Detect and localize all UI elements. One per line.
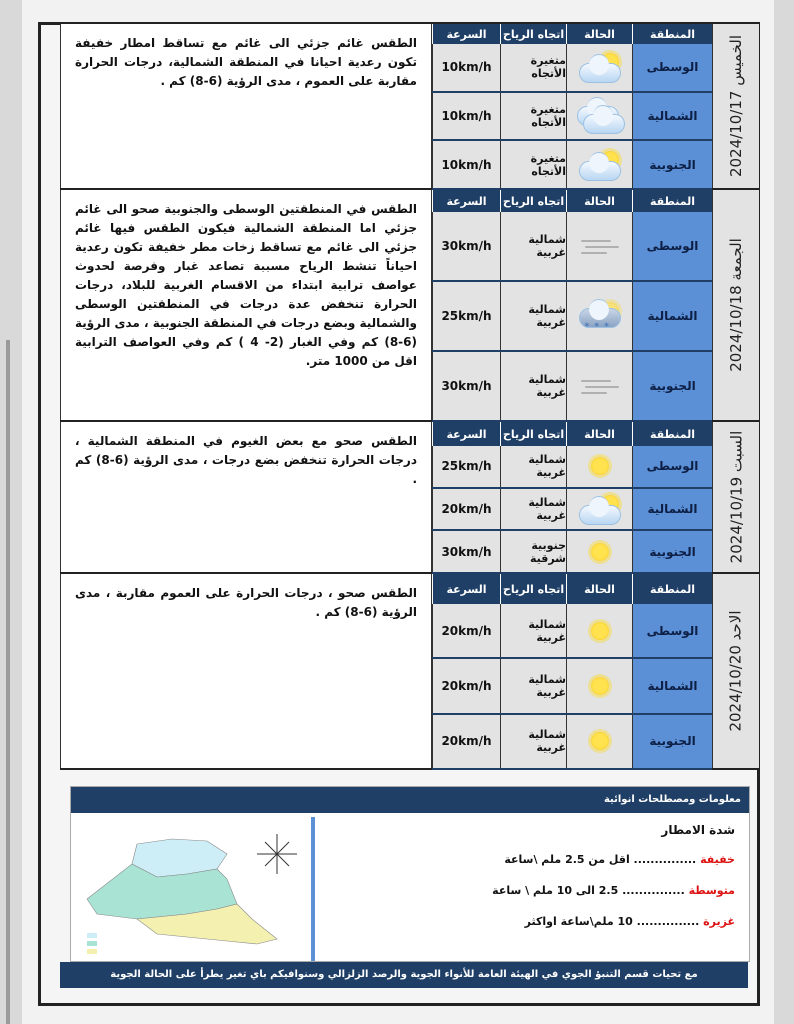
day-block [60, 574, 758, 770]
condition-cell [566, 212, 632, 280]
day-description: الطقس صحو ، درجات الحرارة على العموم مقاربة ، مدى الرؤية (6-8) كم . [60, 574, 432, 768]
table-header [432, 574, 712, 604]
wind-speed-cell: 10km/h [432, 44, 500, 91]
condition-cell [566, 604, 632, 657]
wind-speed-cell: 20km/h [432, 489, 500, 530]
condition-cell [566, 446, 632, 487]
table-header [432, 24, 712, 44]
rain-intensity [335, 823, 735, 946]
wind-speed-cell: 25km/h [432, 282, 500, 350]
wind-speed-cell: 25km/h [432, 446, 500, 487]
rain-level-light: خفيفة ............... اقل من 2.5 ملم \ساعة [504, 853, 735, 866]
wind-speed-cell: 30km/h [432, 531, 500, 572]
wind-direction-cell: شمالية غربية [500, 282, 566, 350]
header-direction: اتجاه الرياح [500, 574, 566, 604]
condition-cell [566, 141, 632, 188]
wind-direction-cell: شمالية غربية [500, 489, 566, 530]
region-cell: الشمالية [632, 282, 712, 350]
condition-cell [566, 282, 632, 350]
rain-cloud-icon: * * * [577, 300, 623, 332]
cloudy-icon [577, 100, 623, 132]
windy-icon [577, 230, 623, 262]
date-label: السبت 2024/10/19 [727, 430, 745, 564]
header-speed: السرعة [432, 422, 500, 446]
iraq-regions-map [77, 819, 305, 959]
info-title: معلومات ومصطلحات انوائية [71, 787, 749, 813]
region-cell: الجنوبية [632, 715, 712, 768]
condition-cell [566, 93, 632, 140]
day-block [60, 422, 758, 574]
date-label: الخميس 2024/10/17 [727, 35, 746, 177]
sunny-icon [577, 725, 623, 757]
partly-cloudy-icon [577, 149, 623, 181]
table-row [432, 44, 712, 93]
region-cell: الوسطى [632, 446, 712, 487]
header-condition: الحالة [566, 190, 632, 212]
wind-direction-cell: جنوبية شرقية [500, 531, 566, 572]
wind-speed-cell: 10km/h [432, 93, 500, 140]
wind-direction-cell: متغيرة الأتجاه [500, 141, 566, 188]
day-description: الطقس غائم جزئي الى غائم مع تساقط امطار خفيفة تكون رعدية احيانا في المنطقة الشمالية، درجات الحرارة مقاربة على العموم ، مدى الرؤية (6-8) كم . [60, 24, 432, 188]
table-row [432, 93, 712, 142]
compass-rose-icon [257, 834, 297, 874]
rain-title: شدة الامطار [661, 823, 735, 837]
wind-speed-cell: 30km/h [432, 352, 500, 420]
wind-direction-cell: شمالية غربية [500, 715, 566, 768]
region-cell: الشمالية [632, 659, 712, 712]
date-cell [712, 422, 759, 572]
day-description: الطقس صحو مع بعض الغيوم في المنطقة الشمالية ، درجات الحرارة تنخفض بضع درجات ، مدى الرؤية (6-8) كم . [60, 422, 432, 572]
wind-direction-cell: متغيرة الأتجاه [500, 44, 566, 91]
info-panel [70, 786, 750, 962]
table-row [432, 141, 712, 190]
legend-central [87, 941, 97, 946]
region-cell: الجنوبية [632, 531, 712, 572]
table-header [432, 190, 712, 212]
wind-direction-cell: شمالية غربية [500, 659, 566, 712]
day-block [60, 190, 758, 422]
sunny-icon [577, 450, 623, 482]
region-cell: الشمالية [632, 489, 712, 530]
date-cell [712, 574, 759, 768]
header-region: المنطقة [632, 574, 712, 604]
sunny-icon [577, 615, 623, 647]
condition-cell [566, 44, 632, 91]
table-row [432, 715, 712, 770]
sunny-icon [577, 536, 623, 568]
windy-icon [577, 370, 623, 402]
table-row [432, 212, 712, 282]
legend-north [87, 933, 97, 938]
date-cell [712, 190, 759, 420]
wind-direction-cell: شمالية غربية [500, 352, 566, 420]
header-direction: اتجاه الرياح [500, 190, 566, 212]
region-cell: الوسطى [632, 44, 712, 91]
scrollbar[interactable] [6, 340, 10, 1024]
header-condition: الحالة [566, 24, 632, 44]
wind-speed-cell: 10km/h [432, 141, 500, 188]
date-cell [712, 24, 759, 188]
wind-speed-cell: 20km/h [432, 604, 500, 657]
table-row [432, 489, 712, 532]
wind-direction-cell: شمالية غربية [500, 212, 566, 280]
day-description: الطقس في المنطقتين الوسطى والجنوبية صحو الى غائم جزئي اما المنطقة الشمالية فيكون الطقس فيها غائم جزئي الى غائم مع تساقط زخات مطر خفيفة تكون رعدية احياناً تنشط الرياح مسببة تصاعد غبار وفرصة لحدوث عواصف ترابية ابتداء من الاقسام الغربية للبلاد، درجات الحرارة تنخفض عدة درجات في المنطقتين الوسطى والشمالية وبضع درجات في المنطقة الجنوبية ، مدى الرؤية (6-8) كم وفي الغبار (2- 4 ) كم وفي العواصف الترابية اقل من 1000 متر. [60, 190, 432, 420]
partly-cloudy-icon [577, 51, 623, 83]
header-direction: اتجاه الرياح [500, 24, 566, 44]
header-condition: الحالة [566, 422, 632, 446]
header-region: المنطقة [632, 190, 712, 212]
region-cell: الشمالية [632, 93, 712, 140]
header-region: المنطقة [632, 422, 712, 446]
date-label: الجمعة 2024/10/18 [727, 238, 746, 372]
table-row [432, 446, 712, 489]
day-block [60, 24, 758, 190]
condition-cell [566, 659, 632, 712]
condition-cell [566, 352, 632, 420]
table-row [432, 531, 712, 574]
sunny-icon [577, 670, 623, 702]
table-header [432, 422, 712, 446]
wind-direction-cell: شمالية غربية [500, 446, 566, 487]
header-direction: اتجاه الرياح [500, 422, 566, 446]
wind-direction-cell: شمالية غربية [500, 604, 566, 657]
header-speed: السرعة [432, 24, 500, 44]
header-speed: السرعة [432, 190, 500, 212]
region-cell: الجنوبية [632, 141, 712, 188]
date-label: الاحد 2024/10/20 [727, 610, 746, 732]
table-row [432, 604, 712, 659]
table-row [432, 282, 712, 352]
wind-speed-cell: 20km/h [432, 659, 500, 712]
rain-level-moderate: متوسطة ............... 2.5 الى 10 ملم \ ساعة [492, 884, 735, 897]
region-cell: الوسطى [632, 604, 712, 657]
table-row [432, 659, 712, 714]
region-cell: الوسطى [632, 212, 712, 280]
wind-speed-cell: 20km/h [432, 715, 500, 768]
header-speed: السرعة [432, 574, 500, 604]
divider [311, 817, 315, 961]
legend-south [87, 949, 97, 954]
condition-cell [566, 489, 632, 530]
partly-cloudy-icon [577, 493, 623, 525]
condition-cell [566, 715, 632, 768]
rain-level-heavy: غزيرة ............... 10 ملم\ساعة اواكثر [524, 915, 735, 928]
footer-banner: مع تحيات قسم التنبؤ الجوي في الهيئة العامة للأنواء الجوية والرصد الزلزالي وسنوافيكم باي تغير يطرأ على الحالة الجوية [60, 962, 748, 988]
wind-speed-cell: 30km/h [432, 212, 500, 280]
header-region: المنطقة [632, 24, 712, 44]
condition-cell [566, 531, 632, 572]
region-cell: الجنوبية [632, 352, 712, 420]
wind-direction-cell: متغيرة الأتجاه [500, 93, 566, 140]
header-condition: الحالة [566, 574, 632, 604]
table-row [432, 352, 712, 422]
